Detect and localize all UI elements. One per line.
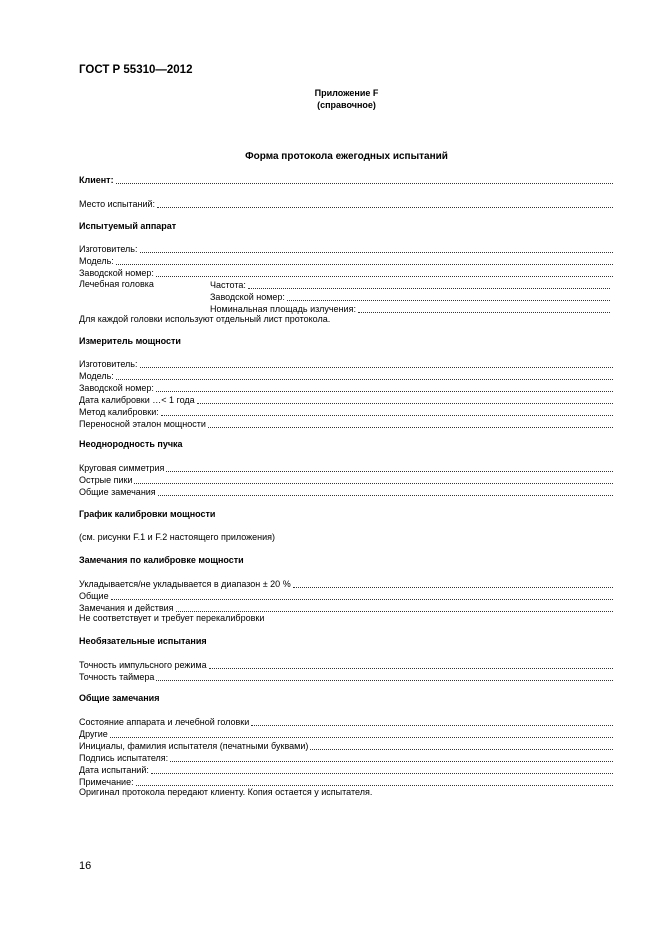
meter-serial-fill [156,382,613,392]
actions-label: Замечания и действия [79,603,174,613]
power-meter-heading: Измеритель мощности [79,336,181,346]
initials-label: Инициалы, фамилия испытателя (печатными буквами) [79,741,309,751]
meter-manufacturer-line [79,358,613,370]
client-fill [116,174,613,184]
device-manufacturer-fill [140,243,614,253]
head-label: Лечебная головка [79,279,154,289]
place-line [79,198,613,210]
appendix-subtitle: (справочное) [317,100,376,110]
calibration-date-line [79,394,613,406]
transfer-standard-line [79,418,613,430]
calibration-date-fill [197,394,613,404]
timer-fill [156,671,613,681]
device-manufacturer-label: Изготовитель: [79,244,138,254]
device-serial-fill [156,267,613,277]
device-serial-label: Заводской номер: [79,268,154,278]
note-fill [136,776,613,786]
timer-line [79,671,613,683]
signature-label: Подпись испытателя: [79,753,169,763]
general-calib-fill [111,590,613,600]
symmetry-line [79,462,613,474]
calibration-method-line [79,406,613,418]
peaks-fill [134,474,613,484]
calibration-graph-text: (см. рисунки F.1 и F.2 настоящего приложения) [79,532,276,542]
range-label: Укладывается/не укладывается в диапазон ± 20 % [79,579,291,589]
client-line [79,174,613,186]
place-fill [157,198,613,208]
signature-fill [170,752,613,762]
meter-model-line [79,370,613,382]
initials-line [79,740,613,752]
meter-manufacturer-fill [140,358,614,368]
standard-header: ГОСТ Р 55310—2012 [79,64,193,76]
optional-heading: Необязательные испытания [79,636,207,646]
device-model-line [79,255,613,267]
initials-fill [310,740,613,750]
symmetry-label: Круговая симметрия [79,463,165,473]
frequency-line [210,279,610,291]
pulse-label: Точность импульсного режима [79,660,207,670]
meter-serial-label: Заводской номер: [79,383,154,393]
note-label: Примечание: [79,777,134,787]
state-fill [251,716,613,726]
area-label: Номинальная площадь излучения: [210,304,356,314]
pulse-fill [209,659,613,669]
date-label: Дата испытаний: [79,765,149,775]
place-label: Место испытаний: [79,199,156,209]
timer-label: Точность таймера [79,672,155,682]
signature-line [79,752,613,764]
head-serial-fill [287,291,610,301]
peaks-line [79,474,613,486]
other-fill [110,728,613,738]
state-line [79,716,613,728]
transfer-standard-label: Переносной эталон мощности [79,419,206,429]
general-heading: Общие замечания [79,693,160,703]
meter-model-label: Модель: [79,371,114,381]
meter-manufacturer-label: Изготовитель: [79,359,138,369]
meter-model-fill [116,370,613,380]
other-line [79,728,613,740]
date-fill [151,764,613,774]
area-fill [358,303,610,313]
device-note: Для каждой головки используют отдельный лист протокола. [79,314,331,324]
form-title: Форма протокола ежегодных испытаний [245,151,448,162]
symmetry-fill [166,462,613,472]
beam-heading: Неоднородность пучка [79,439,183,449]
device-model-label: Модель: [79,256,114,266]
page-number: 16 [79,860,92,872]
date-line [79,764,613,776]
state-label: Состояние аппарата и лечебной головки [79,717,250,727]
range-fill [293,578,613,588]
original-text: Оригинал протокола передают клиенту. Копия остается у испытателя. [79,787,373,797]
appendix-title: Приложение F [314,88,379,98]
calibration-method-label: Метод калибровки: [79,407,159,417]
other-label: Другие [79,729,108,739]
head-serial-label: Заводской номер: [210,292,285,302]
nonconform-text: Не соответствует и требует перекалибровки [79,613,265,623]
device-manufacturer-line [79,243,613,255]
head-serial-line [210,291,610,303]
pulse-line [79,659,613,671]
general-calib-line [79,590,613,602]
device-model-fill [116,255,613,265]
transfer-standard-fill [208,418,613,428]
range-line [79,578,613,590]
beam-remarks-fill [158,486,613,496]
beam-remarks-label: Общие замечания [79,487,156,497]
frequency-label: Частота: [210,280,246,290]
device-serial-line [79,267,613,279]
calibration-remarks-heading: Замечания по калибровке мощности [79,555,244,565]
peaks-label: Острые пики [79,475,133,485]
beam-remarks-line [79,486,613,498]
frequency-fill [248,279,610,289]
calibration-method-fill [161,406,613,416]
meter-serial-line [79,382,613,394]
general-calib-label: Общие [79,591,109,601]
device-heading: Испытуемый аппарат [79,221,177,231]
client-label: Клиент: [79,175,114,185]
calibration-graph-heading: График калибровки мощности [79,509,216,519]
actions-fill [176,602,613,612]
calibration-date-label: Дата калибровки …< 1 года [79,395,195,405]
